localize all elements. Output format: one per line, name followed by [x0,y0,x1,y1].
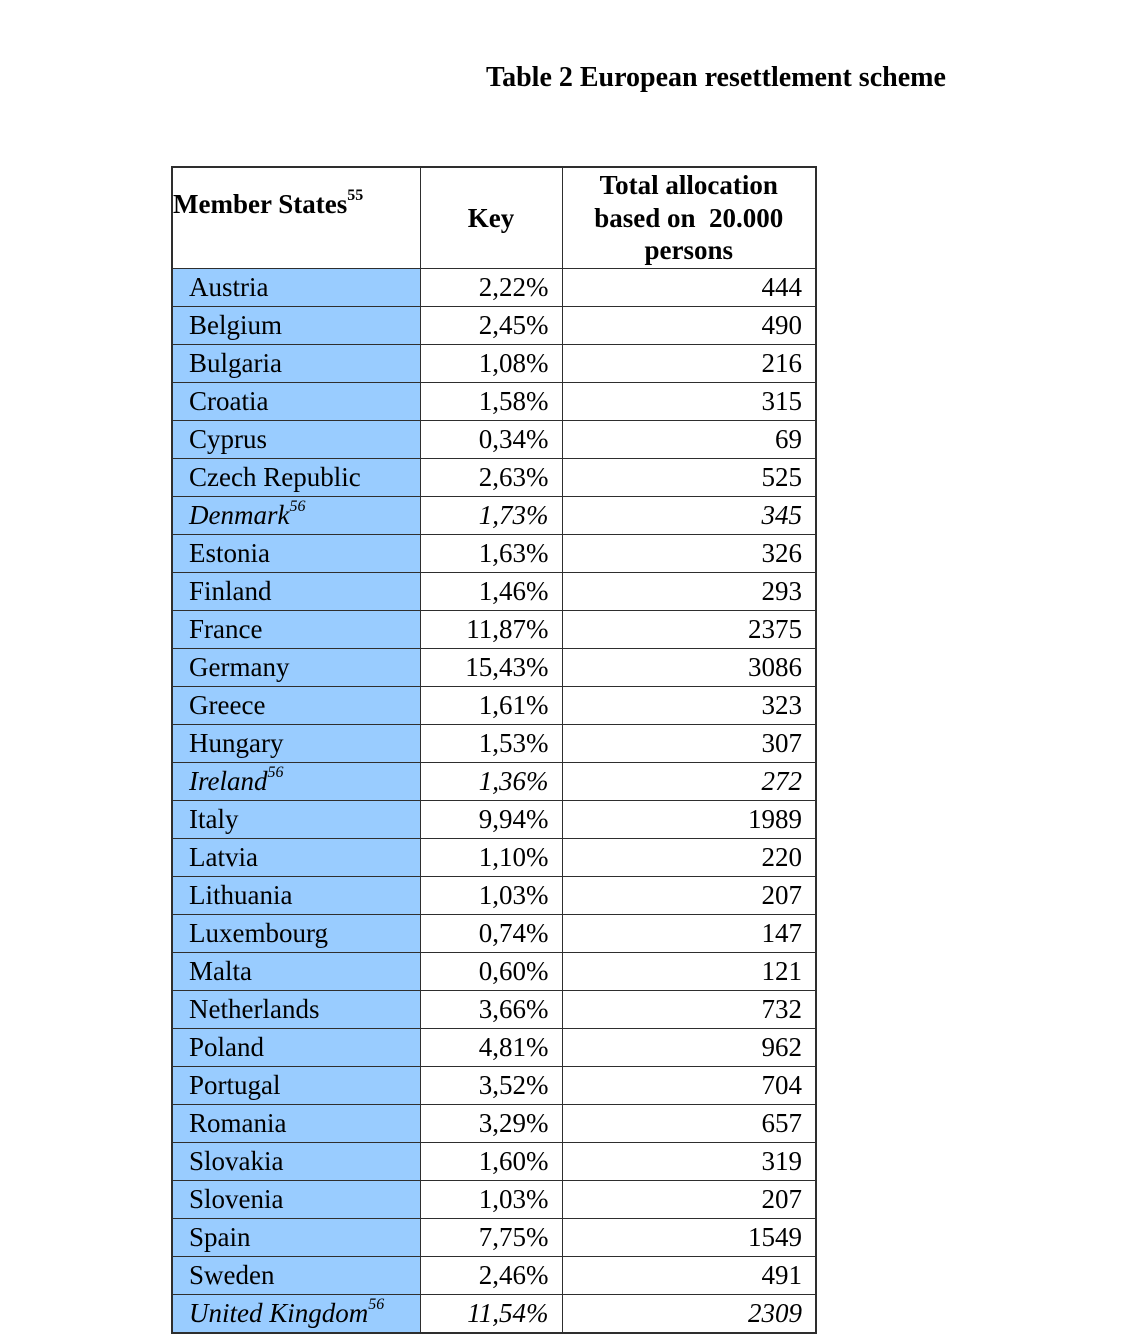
key-percentage-cell: 0,34% [420,421,562,459]
member-state-cell [172,1143,420,1181]
header-member-states [172,167,420,269]
table-row [172,1029,816,1067]
table-row [172,839,816,877]
member-state-name: Belgium [189,310,282,340]
table-row [172,611,816,649]
member-state-name: Lithuania [189,880,293,910]
key-percentage-cell: 3,52% [420,1067,562,1105]
total-allocation-cell: 147 [562,915,816,953]
table-body [172,269,816,1334]
member-state-cell [172,877,420,915]
member-state-cell [172,611,420,649]
member-state-cell [172,1219,420,1257]
member-state-cell [172,345,420,383]
total-allocation-cell: 216 [562,345,816,383]
header-total-line-2: based on 20.000 [594,202,784,233]
table-row [172,915,816,953]
member-state-name: United Kingdom [189,1298,369,1328]
member-state-cell [172,1295,420,1334]
member-state-cell [172,991,420,1029]
member-state-name: Italy [189,804,239,834]
member-state-name: Greece [189,690,266,720]
member-state-name: Malta [189,956,252,986]
total-allocation-cell: 962 [562,1029,816,1067]
table-row [172,1143,816,1181]
key-percentage-cell: 1,73% [420,497,562,535]
key-percentage-cell: 3,29% [420,1105,562,1143]
table-row [172,801,816,839]
header-total-line-1: Total allocation [599,170,778,201]
key-percentage-cell: 3,66% [420,991,562,1029]
key-percentage-cell: 11,54% [420,1295,562,1334]
member-state-cell [172,307,420,345]
total-allocation-cell: 490 [562,307,816,345]
member-state-cell [172,497,420,535]
key-percentage-cell: 2,45% [420,307,562,345]
table-row [172,1295,816,1334]
footnote-ref-56: 56 [289,498,306,515]
member-state-name: Croatia [189,386,269,416]
table-row [172,1067,816,1105]
header-total-allocation [562,167,816,269]
member-state-name: Slovakia [189,1146,284,1176]
total-allocation-cell: 272 [562,763,816,801]
table-row [172,725,816,763]
member-state-name: Luxembourg [189,918,328,948]
key-percentage-cell: 1,03% [420,877,562,915]
total-allocation-cell: 220 [562,839,816,877]
member-state-cell [172,573,420,611]
total-allocation-cell: 525 [562,459,816,497]
header-key-label: Key [467,202,515,233]
member-state-cell [172,801,420,839]
total-allocation-cell: 444 [562,269,816,307]
member-state-cell [172,839,420,877]
total-allocation-cell: 1989 [562,801,816,839]
table-row [172,307,816,345]
member-state-name: Poland [189,1032,265,1062]
key-percentage-cell: 1,46% [420,573,562,611]
table-row [172,1181,816,1219]
key-percentage-cell: 2,63% [420,459,562,497]
table-row [172,991,816,1029]
member-state-name: Czech Republic [189,462,361,492]
table-row [172,687,816,725]
key-percentage-cell: 1,36% [420,763,562,801]
total-allocation-cell: 207 [562,1181,816,1219]
member-state-cell [172,269,420,307]
table-row [172,1219,816,1257]
header-total-line-3: persons [644,235,733,266]
table-row [172,953,816,991]
table-row [172,1257,816,1295]
member-state-name: Finland [189,576,272,606]
member-state-name: Cyprus [189,424,268,454]
table-row [172,649,816,687]
member-state-cell [172,1029,420,1067]
member-state-cell [172,383,420,421]
table-row [172,1105,816,1143]
table-row [172,459,816,497]
total-allocation-cell: 121 [562,953,816,991]
member-state-cell [172,459,420,497]
key-percentage-cell: 1,63% [420,535,562,573]
table-title: Table 2 European resettlement scheme [486,62,946,93]
member-state-name: Portugal [189,1070,281,1100]
member-state-name: Slovenia [189,1184,284,1214]
key-percentage-cell: 1,08% [420,345,562,383]
member-state-cell [172,421,420,459]
table-row [172,763,816,801]
member-state-cell [172,1105,420,1143]
total-allocation-cell: 315 [562,383,816,421]
member-state-name: Bulgaria [189,348,282,378]
total-allocation-cell: 704 [562,1067,816,1105]
key-percentage-cell: 1,58% [420,383,562,421]
total-allocation-cell: 307 [562,725,816,763]
key-percentage-cell: 7,75% [420,1219,562,1257]
key-percentage-cell: 11,87% [420,611,562,649]
footnote-ref-55: 55 [347,186,364,204]
key-percentage-cell: 1,60% [420,1143,562,1181]
member-state-cell [172,1181,420,1219]
key-percentage-cell: 0,74% [420,915,562,953]
total-allocation-cell: 345 [562,497,816,535]
header-row [172,167,816,269]
member-state-name: Denmark [189,500,290,530]
table-row [172,345,816,383]
key-percentage-cell: 1,61% [420,687,562,725]
table-row [172,573,816,611]
member-state-cell [172,649,420,687]
member-state-cell [172,1067,420,1105]
member-state-name: Germany [189,652,290,682]
member-state-name: Ireland [189,766,268,796]
key-percentage-cell: 9,94% [420,801,562,839]
member-state-name: Estonia [189,538,270,568]
total-allocation-cell: 491 [562,1257,816,1295]
member-state-name: Sweden [189,1260,275,1290]
total-allocation-cell: 2309 [562,1295,816,1334]
table-row [172,269,816,307]
table-row [172,535,816,573]
total-allocation-cell: 323 [562,687,816,725]
footnote-ref-56: 56 [368,1296,385,1313]
key-percentage-cell: 2,22% [420,269,562,307]
total-allocation-cell: 3086 [562,649,816,687]
member-state-cell [172,725,420,763]
member-state-name: Latvia [189,842,258,872]
key-percentage-cell: 1,10% [420,839,562,877]
member-state-cell [172,535,420,573]
total-allocation-cell: 2375 [562,611,816,649]
table-row [172,497,816,535]
key-percentage-cell: 1,03% [420,1181,562,1219]
total-allocation-cell: 293 [562,573,816,611]
key-percentage-cell: 15,43% [420,649,562,687]
total-allocation-cell: 207 [562,877,816,915]
table-row [172,421,816,459]
member-state-cell [172,1257,420,1295]
key-percentage-cell: 2,46% [420,1257,562,1295]
table-row [172,383,816,421]
member-state-cell [172,953,420,991]
member-state-name: Hungary [189,728,284,758]
member-state-cell [172,763,420,801]
table-row [172,877,816,915]
member-state-cell [172,687,420,725]
member-state-cell [172,915,420,953]
member-state-name: France [189,614,263,644]
total-allocation-cell: 69 [562,421,816,459]
key-percentage-cell: 4,81% [420,1029,562,1067]
header-key [420,167,562,269]
key-percentage-cell: 1,53% [420,725,562,763]
total-allocation-cell: 657 [562,1105,816,1143]
resettlement-table [171,166,817,1334]
total-allocation-cell: 319 [562,1143,816,1181]
header-member-states-label: Member States [173,188,348,219]
member-state-name: Romania [189,1108,287,1138]
total-allocation-cell: 1549 [562,1219,816,1257]
key-percentage-cell: 0,60% [420,953,562,991]
total-allocation-cell: 326 [562,535,816,573]
footnote-ref-56: 56 [267,764,284,781]
member-state-name: Spain [189,1222,251,1252]
member-state-name: Netherlands [189,994,320,1024]
total-allocation-cell: 732 [562,991,816,1029]
member-state-name: Austria [189,272,269,302]
